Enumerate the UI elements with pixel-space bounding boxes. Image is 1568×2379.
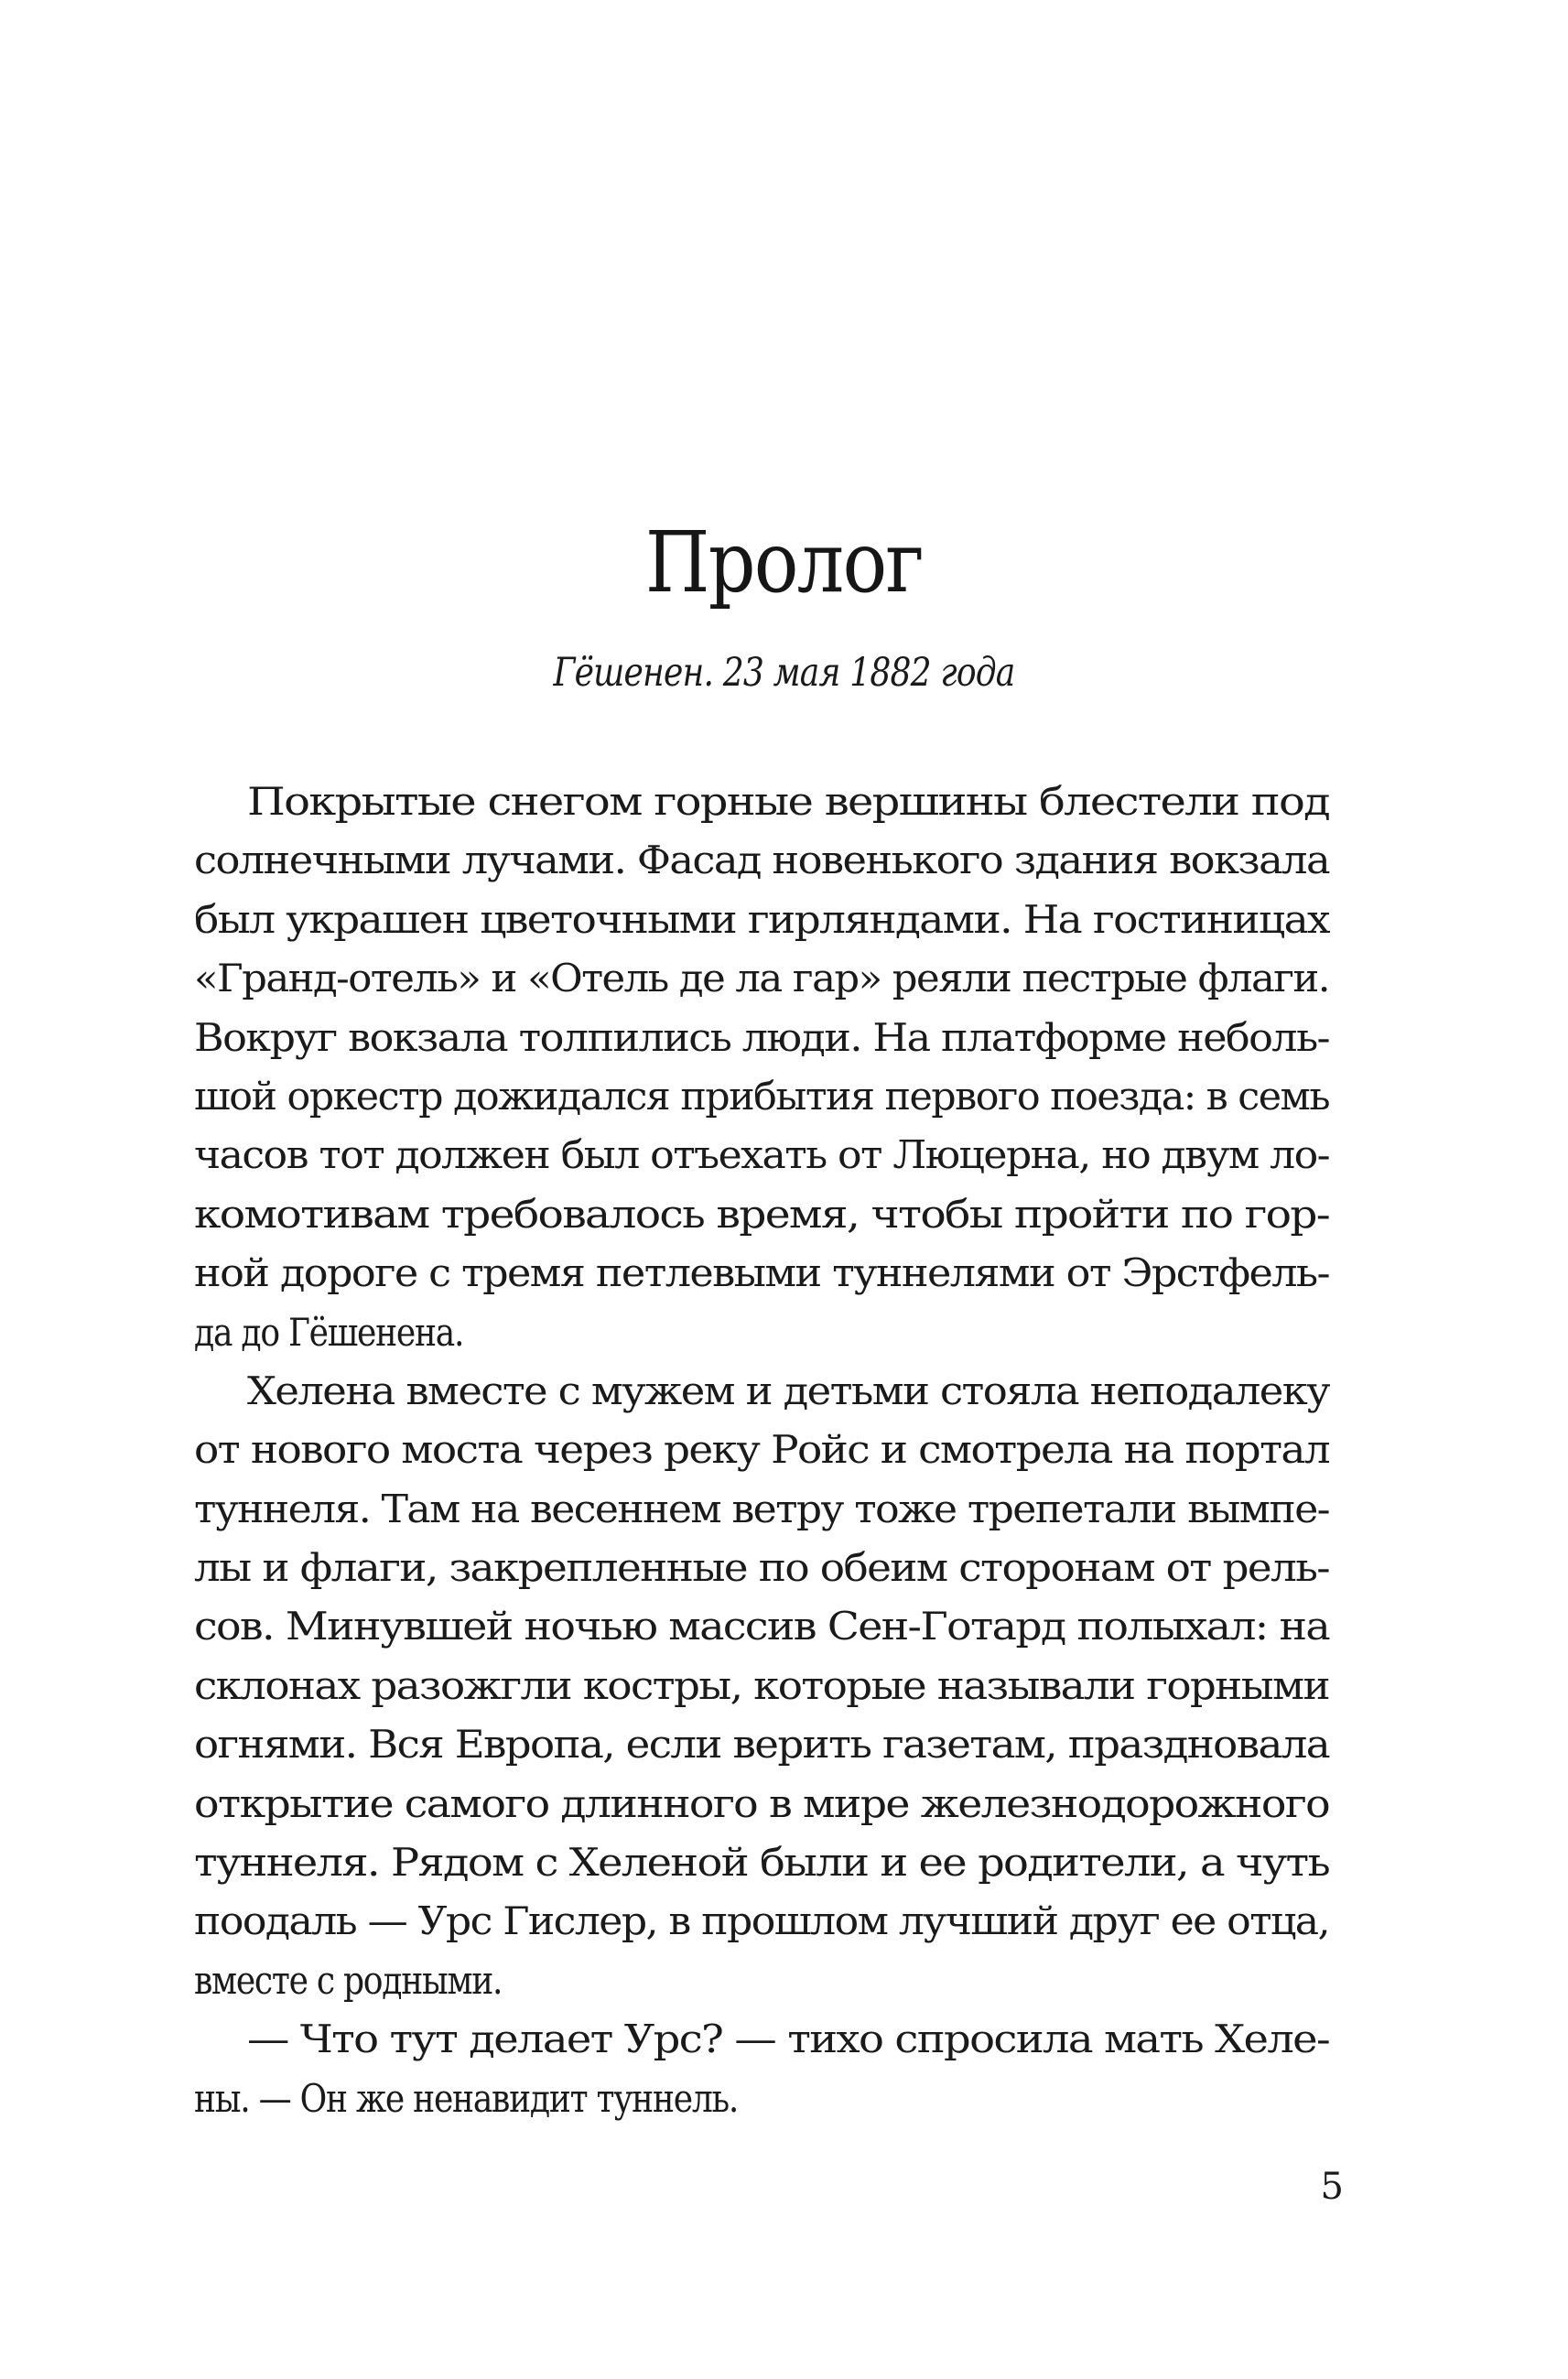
page-number: 5 — [1320, 2166, 1344, 2208]
text-line: ной дороге с тремя петлевыми туннелями от Эрстфель- — [194, 1250, 1329, 1296]
text-line: лы и флаги, закрепленные по обеим сторонам от рель- — [194, 1545, 1329, 1591]
chapter-subtitle: Гёшенен. 23 мая 1882 года — [553, 650, 1015, 696]
text-line: Хелена вместе с мужем и детьми стояла неподалеку — [247, 1368, 1329, 1413]
text-line: ны. — Он же ненавидит туннель. — [194, 2075, 739, 2121]
text-line: Вокруг вокзала толпились люди. На платформе неболь- — [194, 1014, 1329, 1060]
text-line: вместе с родными. — [194, 1957, 503, 2003]
text-line: шой оркестр дожидался прибытия первого поезда: в семь — [194, 1073, 1329, 1119]
text-line: туннеля. Рядом с Хеленой были и ее родители, а чуть — [194, 1840, 1329, 1886]
text-line: солнечными лучами. Фасад новенького здания вокзала — [194, 838, 1329, 883]
text-line: от нового моста через реку Ройс и смотрела на портал — [194, 1427, 1329, 1473]
text-line: склонах разожгли костры, которые называли горными — [194, 1662, 1330, 1708]
text-line: открытие самого длинного в мире железнодорожного — [194, 1780, 1329, 1826]
text-line: Покрытые снегом горные вершины блестели под — [247, 779, 1329, 824]
text-line: огнями. Вся Европа, если верить газетам, праздновала — [194, 1722, 1329, 1768]
text-line: сов. Минувшей ночью массив Сен-Готард полыхал: на — [194, 1604, 1329, 1649]
text-line: часов тот должен был отъехать от Люцерна, но двум ло- — [194, 1132, 1329, 1178]
text-line: да до Гёшенена. — [194, 1309, 464, 1355]
chapter-title: Пролог — [644, 514, 924, 611]
body-text — [194, 773, 1329, 2128]
text-line: комотивам требовалось время, чтобы пройти по гор- — [194, 1191, 1329, 1237]
text-line: туннеля. Там на весеннем ветру тоже трепетали вымпе- — [194, 1486, 1329, 1531]
text-line: «Гранд-отель» и «Отель де ла гар» реяли пестрые флаги. — [194, 956, 1329, 1001]
text-line: поодаль — Урс Гислер, в прошлом лучший друг ее отца, — [194, 1898, 1329, 1944]
text-line: — Что тут делает Урс? — тихо спросила мать Хеле- — [247, 2017, 1329, 2062]
text-line: был украшен цветочными гирляндами. На гостиницах — [194, 896, 1329, 942]
